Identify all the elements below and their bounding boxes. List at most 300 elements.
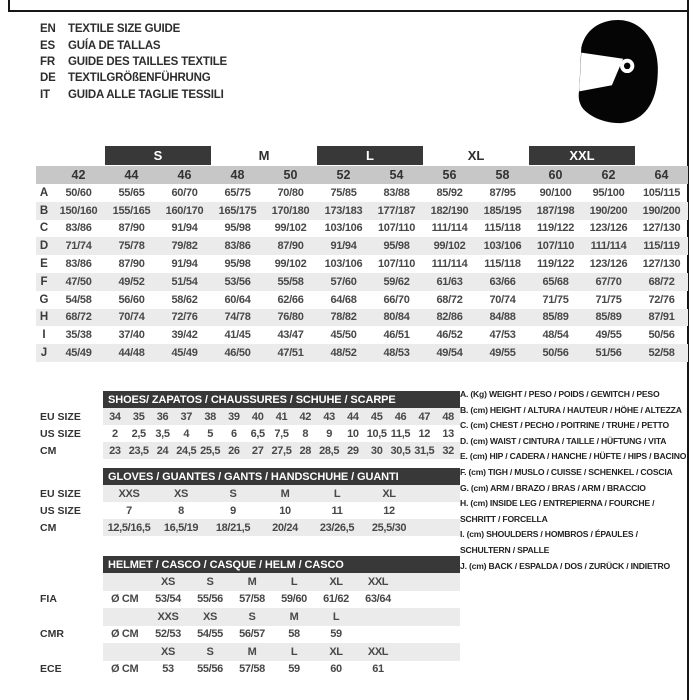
legend-line: H. (cm) INSIDE LEG / ENTREPIERNA / FOURCHE /: [460, 498, 655, 509]
helmet-values: [103, 661, 460, 679]
table-cell: 53/54: [155, 593, 181, 606]
table-cell: 20/24: [272, 521, 298, 534]
row-label: [36, 573, 103, 591]
table-cell: 24,5: [176, 444, 197, 457]
frame-top-border: [8, 10, 688, 12]
legend-line: G. (cm) ARM / BRAZO / BRAS / ARM / BRACCIO: [460, 482, 646, 493]
table-cell: 68/72: [648, 275, 675, 288]
measurement-row: [36, 202, 688, 220]
table-cell: S: [206, 575, 214, 588]
language-code: EN: [40, 23, 56, 36]
legend-item: [460, 418, 692, 434]
table-cell: 67/70: [595, 275, 622, 288]
language-row: [40, 70, 227, 86]
table-cell: 83/86: [224, 240, 251, 253]
main-size-groups: [36, 144, 688, 166]
table-cell: XS: [161, 645, 175, 658]
table-cell: 2: [112, 427, 118, 440]
table-cell: 47/53: [489, 329, 516, 342]
gloves-row: [36, 519, 460, 536]
size-header-cell: 52: [336, 168, 351, 182]
table-cell: 111/114: [431, 222, 468, 235]
table-cell: 43: [323, 410, 335, 423]
table-cell: 61/63: [436, 275, 463, 288]
table-cell: 57/58: [239, 663, 265, 676]
legend-item: [460, 403, 692, 419]
table-cell: 39/42: [171, 329, 198, 342]
table-cell: 173/183: [324, 204, 363, 217]
shoes-values: [103, 425, 460, 442]
row-label: CMR: [40, 628, 64, 641]
shoes-section: [36, 391, 460, 459]
row-letter: J: [40, 347, 48, 360]
table-cell: 35: [132, 410, 145, 423]
table-cell: 83/86: [65, 258, 92, 271]
table-cell: 182/190: [430, 204, 469, 217]
table-cell: 4: [183, 427, 190, 440]
table-cell: XL: [329, 575, 343, 588]
table-cell: 115/119: [643, 240, 680, 253]
language-code: FR: [40, 55, 55, 68]
table-cell: 61/62: [323, 593, 349, 606]
table-cell: 11: [331, 504, 343, 517]
size-header-cell: 58: [495, 168, 510, 182]
table-cell: 107/110: [377, 258, 416, 271]
table-cell: 105/115: [642, 186, 681, 199]
table-cell: 9: [326, 427, 332, 440]
legend-line: B. (cm) HEIGHT / ALTURA / HAUTEUR / HÖHE / ALTEZZA: [460, 404, 682, 415]
table-cell: 7,5: [274, 427, 289, 440]
table-cell: 91/94: [330, 240, 357, 253]
table-cell: 59: [330, 628, 342, 641]
table-cell: 71/75: [595, 293, 622, 306]
measurement-row: [36, 291, 688, 309]
legend-line: F. (cm) TIGH / MUSLO / CUISSE / SCHENKEL / COSCIA: [460, 466, 673, 477]
table-cell: M: [247, 575, 257, 588]
size-group-s: S: [105, 146, 211, 165]
row-label: [36, 608, 103, 626]
size-group-m: M: [258, 147, 270, 163]
table-cell: 42: [299, 410, 312, 423]
table-cell: 185/195: [483, 204, 522, 217]
size-header-cell: 60: [548, 168, 563, 182]
legend-item: [460, 496, 692, 527]
table-cell: 119/122: [536, 258, 575, 271]
table-cell: 87/90: [118, 258, 145, 271]
language-title: TEXTILE SIZE GUIDE: [68, 23, 181, 36]
language-row: [40, 54, 227, 70]
table-cell: 87/95: [489, 186, 516, 199]
measurement-row: [36, 220, 688, 238]
unit-cell: Ø CM: [111, 628, 139, 641]
table-cell: 99/102: [274, 258, 307, 271]
language-title: GUÍA DE TALLAS: [68, 39, 161, 52]
table-cell: 48/54: [542, 329, 569, 342]
helmet-values: [103, 643, 460, 661]
measurement-row: [36, 326, 688, 344]
table-cell: 45/50: [330, 329, 357, 342]
table-cell: 41: [275, 410, 288, 423]
table-cell: 71/75: [542, 293, 569, 306]
language-list: [40, 21, 227, 103]
table-cell: 53/56: [224, 275, 251, 288]
table-cell: 63/66: [489, 275, 516, 288]
size-header-cell: 56: [442, 168, 457, 182]
table-cell: 49/54: [436, 347, 463, 360]
table-cell: 90/100: [539, 186, 572, 199]
row-label: EU SIZE: [40, 487, 81, 500]
row-label: ECE: [40, 663, 62, 676]
table-cell: 52/58: [648, 347, 675, 360]
table-cell: 177/187: [377, 204, 416, 217]
table-cell: 34: [109, 410, 121, 423]
table-cell: L: [290, 575, 298, 588]
table-cell: 53: [162, 663, 174, 676]
table-cell: 46: [394, 410, 407, 423]
table-cell: 75/78: [118, 240, 145, 253]
table-cell: 60/70: [171, 186, 198, 199]
racing-helmet-icon: [576, 19, 660, 124]
size-header-cell: 54: [389, 168, 404, 182]
size-header-cell: 48: [230, 168, 245, 182]
helmet-section-header: HELMET / CASCO / CASQUE / HELM / CASCO: [103, 556, 460, 573]
table-cell: 55/58: [277, 275, 304, 288]
table-cell: 26: [228, 444, 240, 457]
table-cell: 37: [180, 410, 193, 423]
table-cell: L: [333, 487, 341, 500]
table-cell: 23,5: [128, 444, 149, 457]
legend-line: J. (cm) BACK / ESPALDA / DOS / ZURÜCK / INDIETRO: [460, 560, 671, 571]
table-cell: 51/56: [595, 347, 622, 360]
gloves-row: [36, 485, 460, 502]
table-cell: 45: [370, 410, 383, 423]
table-cell: 24: [156, 444, 169, 457]
size-header-cell: 50: [283, 168, 298, 182]
table-cell: 103/106: [324, 222, 363, 235]
gloves-section: [36, 468, 460, 536]
gloves-values: [103, 502, 460, 519]
table-cell: 64/68: [330, 293, 357, 306]
legend-item: [460, 465, 692, 481]
table-cell: 8: [302, 427, 309, 440]
table-cell: 25,5: [200, 444, 221, 457]
table-cell: 48/52: [330, 347, 357, 360]
table-cell: 35/38: [65, 329, 92, 342]
table-cell: 83/88: [383, 186, 410, 199]
table-cell: 5: [207, 427, 213, 440]
shoes-values: [103, 408, 460, 425]
table-cell: 83/86: [65, 222, 92, 235]
table-cell: 190/200: [589, 204, 628, 217]
table-cell: 82/86: [436, 311, 463, 324]
row-letter: D: [39, 240, 49, 253]
gloves-values: [103, 519, 460, 536]
unit-cell: Ø CM: [111, 593, 139, 606]
shoes-row: [36, 425, 460, 442]
size-header-cell: 46: [177, 168, 192, 182]
table-cell: 95/98: [224, 222, 251, 235]
gloves-row: [36, 502, 460, 519]
legend-item: [460, 449, 692, 465]
table-cell: 61: [372, 663, 384, 676]
table-cell: 87/90: [277, 240, 304, 253]
legend-item: [460, 387, 692, 403]
language-code: ES: [40, 39, 55, 52]
table-cell: 16,5/19: [163, 521, 199, 534]
shoes-section-header: SHOES/ ZAPATOS / CHAUSSURES / SCHUHE / SCARPE: [103, 391, 460, 408]
table-cell: 62/66: [277, 293, 304, 306]
table-cell: 58: [288, 628, 300, 641]
table-cell: S: [248, 610, 256, 623]
helmet-row: [36, 573, 460, 591]
table-cell: 95/98: [224, 258, 251, 271]
table-cell: XS: [161, 575, 175, 588]
helmet-row: [36, 643, 460, 661]
measurement-row: [36, 237, 688, 255]
table-cell: 155/165: [112, 204, 151, 217]
table-cell: 84/88: [489, 311, 516, 324]
table-cell: 18/21,5: [215, 521, 251, 534]
row-label: US SIZE: [40, 504, 81, 517]
language-title: GUIDE DES TAILLES TEXTILE: [68, 55, 227, 68]
table-cell: 23/26,5: [319, 521, 355, 534]
gloves-section-header: GLOVES / GUANTES / GANTS / HANDSCHUHE / GUANTI: [103, 468, 460, 485]
helmet-values: [103, 626, 460, 644]
table-cell: XXL: [367, 645, 389, 658]
table-cell: 46/51: [383, 329, 410, 342]
table-cell: XL: [329, 645, 343, 658]
row-letter: H: [39, 311, 49, 324]
table-cell: 46/50: [224, 347, 251, 360]
table-cell: 111/114: [590, 240, 627, 253]
table-cell: 111/114: [431, 258, 468, 271]
table-cell: 85/89: [595, 311, 622, 324]
row-label: [36, 643, 103, 661]
table-cell: M: [289, 610, 299, 623]
row-label: EU SIZE: [40, 410, 81, 423]
table-cell: 59/60: [281, 593, 307, 606]
table-cell: 55/65: [118, 186, 145, 199]
table-cell: 44: [347, 410, 359, 423]
table-cell: 74/78: [224, 311, 251, 324]
table-cell: 49/55: [489, 347, 516, 360]
legend-line: I. (cm) SHOULDERS / HOMBROS / ÉPAULES /: [460, 529, 638, 540]
size-header-cell: 62: [601, 168, 616, 182]
table-cell: 38: [204, 410, 216, 423]
table-cell: 99/102: [433, 240, 466, 253]
row-letter: A: [39, 186, 49, 199]
table-cell: XXS: [118, 487, 140, 500]
legend-line: E. (cm) HIP / CADERA / HANCHE / HÜFTE / HIPS / BACINO: [460, 451, 687, 462]
size-header-cell: 42: [71, 168, 86, 182]
helmet-body: [36, 573, 460, 678]
table-cell: 11,5: [390, 427, 411, 440]
table-cell: 45/49: [171, 347, 198, 360]
table-cell: 95/98: [383, 240, 410, 253]
table-cell: 3,5: [155, 427, 170, 440]
table-cell: 49/52: [118, 275, 145, 288]
table-cell: 54/55: [197, 628, 223, 641]
shoes-values: [103, 442, 460, 459]
shoes-row: [36, 442, 460, 459]
legend-line: C. (cm) CHEST / PECHO / POITRINE / TRUHE / PETTO: [460, 420, 669, 431]
helmet-values: [103, 591, 460, 609]
table-cell: 55/56: [197, 593, 223, 606]
table-cell: 78/82: [330, 311, 357, 324]
table-cell: 68/72: [436, 293, 463, 306]
table-cell: 165/175: [218, 204, 257, 217]
row-letter: G: [39, 293, 49, 306]
table-cell: 103/106: [483, 240, 522, 253]
language-title: TEXTILGRÖßENFÜHRUNG: [68, 72, 211, 85]
size-group-l: L: [317, 146, 423, 165]
table-cell: S: [206, 645, 214, 658]
table-cell: 71/74: [65, 240, 92, 253]
row-label: FIA: [40, 593, 57, 606]
row-letter: E: [40, 258, 48, 271]
table-cell: 31,5: [414, 444, 435, 457]
helmet-values: [103, 608, 460, 626]
legend-line: D. (cm) WAIST / CINTURA / TAILLE / HÜFTUNG / VITA: [460, 435, 667, 446]
table-cell: 10,5: [366, 427, 387, 440]
legend-line: SCHRITT / FORCELLA: [460, 513, 548, 524]
table-cell: 51/54: [171, 275, 198, 288]
table-cell: 66/70: [383, 293, 410, 306]
helmet-row: [36, 591, 460, 609]
language-code: IT: [40, 88, 50, 101]
table-cell: 8: [178, 504, 184, 517]
table-cell: 44/48: [118, 347, 145, 360]
table-cell: 41/45: [224, 329, 251, 342]
table-cell: 49/55: [595, 329, 622, 342]
table-cell: 107/110: [377, 222, 416, 235]
table-cell: 46/52: [436, 329, 463, 342]
table-cell: 70/74: [118, 311, 145, 324]
table-cell: XXS: [157, 610, 179, 623]
size-header-cell: 64: [654, 168, 669, 182]
size-group-xl: XL: [467, 147, 485, 163]
table-cell: 70/74: [489, 293, 516, 306]
table-cell: 160/170: [165, 204, 204, 217]
table-cell: 95/100: [592, 186, 625, 199]
table-cell: 115/118: [484, 222, 521, 235]
table-cell: 12: [383, 504, 395, 517]
table-cell: 79/82: [171, 240, 198, 253]
table-cell: 63/64: [365, 593, 391, 606]
table-cell: 10: [279, 504, 291, 517]
main-size-row: [36, 166, 688, 184]
measurement-row: [36, 344, 688, 362]
table-cell: 47: [418, 410, 431, 423]
table-cell: 30,5: [390, 444, 411, 457]
row-letter: B: [39, 204, 49, 217]
table-cell: 75/85: [330, 186, 357, 199]
table-cell: 103/106: [324, 258, 363, 271]
table-cell: 48/53: [383, 347, 410, 360]
table-cell: 28,5: [319, 444, 340, 457]
table-cell: 59/62: [383, 275, 410, 288]
table-cell: M: [280, 487, 290, 500]
table-cell: 36: [156, 410, 169, 423]
table-cell: 57/60: [330, 275, 357, 288]
table-cell: 127/130: [642, 222, 681, 235]
table-cell: 91/94: [171, 222, 198, 235]
row-label: CM: [40, 444, 57, 457]
row-label: CM: [40, 521, 57, 534]
table-cell: S: [229, 487, 237, 500]
table-cell: 54/58: [65, 293, 92, 306]
table-cell: 45/49: [65, 347, 92, 360]
table-cell: XS: [174, 487, 188, 500]
table-cell: XS: [203, 610, 217, 623]
table-cell: 48: [442, 410, 454, 423]
table-cell: 13: [442, 427, 454, 440]
language-row: [40, 21, 227, 37]
table-cell: XL: [382, 487, 396, 500]
table-cell: 2,5: [131, 427, 146, 440]
unit-cell: Ø CM: [111, 663, 139, 676]
table-cell: 187/198: [536, 204, 575, 217]
helmet-row: [36, 626, 460, 644]
table-cell: 68/72: [65, 311, 92, 324]
size-header-cell: 44: [124, 168, 139, 182]
table-cell: 65/68: [542, 275, 569, 288]
table-cell: 56/60: [118, 293, 145, 306]
language-title: GUIDA ALLE TAGLIE TESSILI: [68, 88, 224, 101]
row-letter: C: [39, 222, 49, 235]
table-cell: 85/92: [436, 186, 463, 199]
measurement-row: [36, 309, 688, 327]
language-code: DE: [40, 72, 56, 85]
legend-item: [460, 481, 692, 497]
legend-line: A. (Kg) WEIGHT / PESO / POIDS / GEWITCH / PESO: [460, 389, 660, 399]
table-cell: 43/47: [277, 329, 304, 342]
table-cell: 60/64: [224, 293, 251, 306]
table-cell: 6: [231, 427, 237, 440]
table-cell: 76/80: [277, 311, 304, 324]
table-cell: 58/62: [171, 293, 198, 306]
table-cell: 119/122: [536, 222, 575, 235]
table-cell: 57/58: [239, 593, 265, 606]
table-cell: 37/40: [118, 329, 145, 342]
table-cell: 115/118: [484, 258, 521, 271]
table-cell: 59: [288, 663, 300, 676]
main-table-body: [36, 184, 688, 362]
measurement-row: [36, 255, 688, 273]
table-cell: 70/80: [277, 186, 304, 199]
size-group-xxl: XXL: [529, 146, 635, 165]
table-cell: 9: [230, 504, 236, 517]
table-cell: 47/50: [65, 275, 92, 288]
measurement-row: [36, 273, 688, 291]
table-cell: 190/200: [642, 204, 681, 217]
table-cell: M: [247, 645, 257, 658]
main-size-table: [36, 144, 688, 362]
table-cell: 12,5/16,5: [107, 521, 151, 534]
measurement-legend: [460, 387, 692, 574]
table-cell: 87/90: [118, 222, 145, 235]
table-cell: 39: [228, 410, 240, 423]
frame-left-border: [8, 0, 10, 12]
table-cell: 65/75: [224, 186, 251, 199]
row-letter: F: [40, 275, 48, 288]
legend-item: [460, 527, 692, 558]
table-cell: 91/94: [171, 258, 198, 271]
helmet-row: [36, 661, 460, 679]
legend-line: SCHULTERN / SPALLE: [460, 544, 550, 555]
table-cell: 150/160: [59, 204, 98, 217]
shoes-body: [36, 408, 460, 459]
